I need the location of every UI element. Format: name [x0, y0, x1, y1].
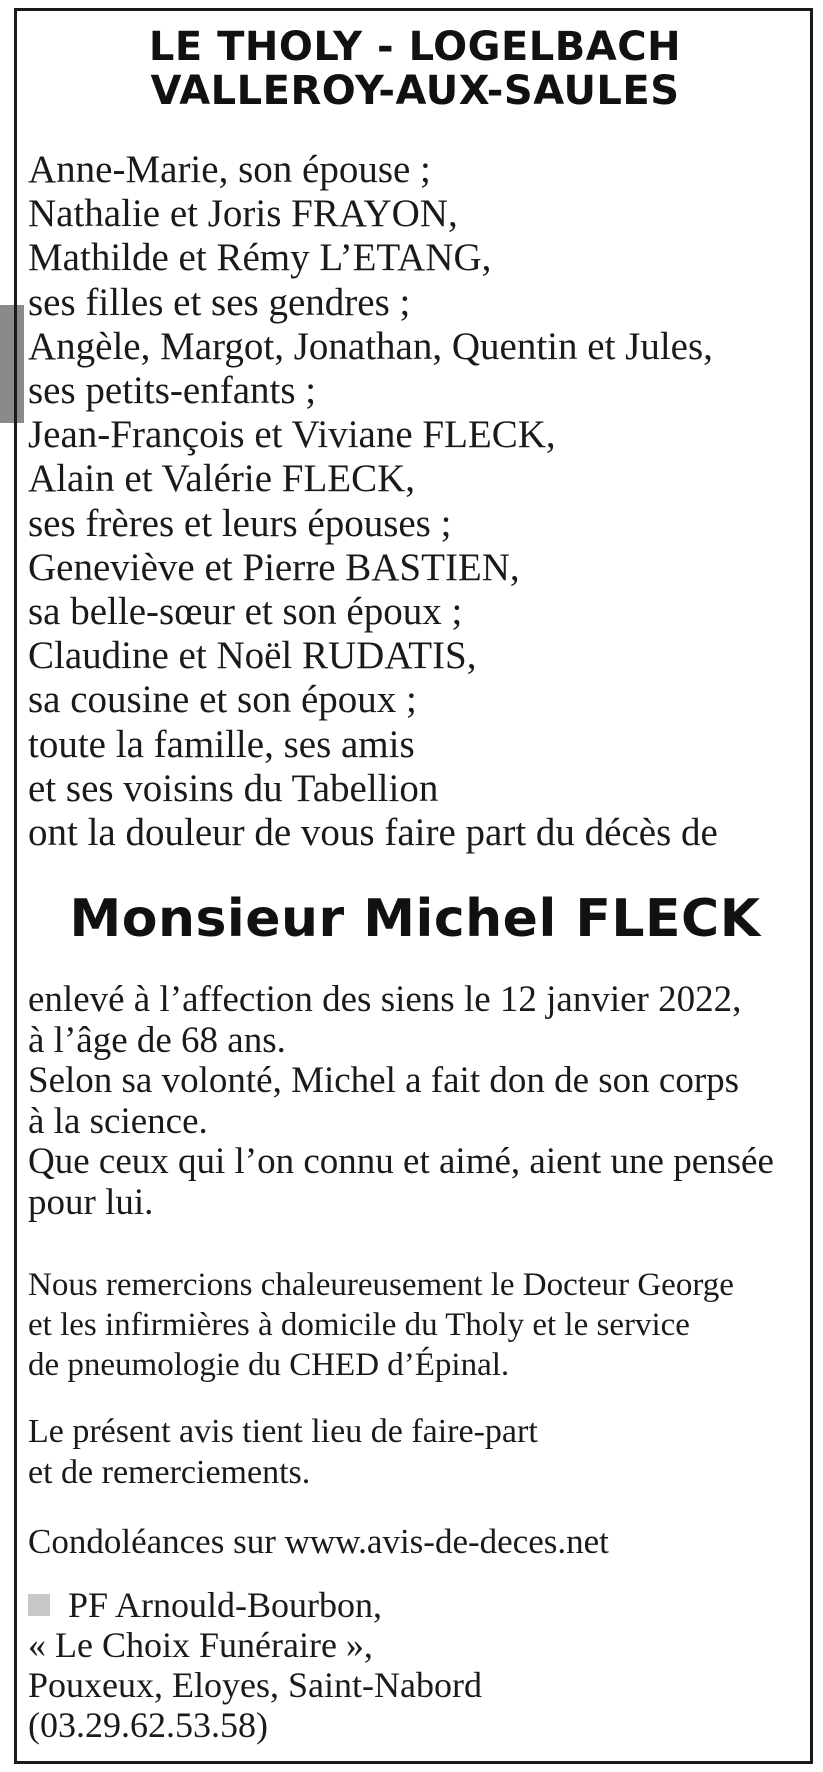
- notice-line: et de remerciements.: [28, 1454, 311, 1491]
- family-line: Alain et Valérie FLECK,: [28, 457, 416, 501]
- condolences-line: [28, 1521, 808, 1563]
- details-line: à la science.: [28, 1100, 208, 1142]
- details-line: Selon sa volonté, Michel a fait don de son corps: [28, 1060, 740, 1101]
- funeral-home-locations: Pouxeux, Eloyes, Saint-Nabord: [28, 1665, 482, 1705]
- family-line: sa belle-sœur et son époux ;: [28, 590, 463, 634]
- thanks-line: et les infirmières à domicile du Tholy et le service: [28, 1307, 690, 1343]
- bullet-square-icon: [28, 1594, 50, 1616]
- notice-line: Le présent avis tient lieu de faire-part: [28, 1413, 538, 1450]
- deceased-name: Monsieur Michel FLECK: [69, 889, 761, 949]
- family-line: ses frères et leurs épouses ;: [28, 501, 452, 545]
- funeral-home-phone: (03.29.62.53.58): [28, 1705, 268, 1745]
- family-line: Claudine et Noël RUDATIS,: [28, 634, 477, 678]
- death-details: [28, 980, 808, 1223]
- family-line: Anne-Marie, son épouse ;: [28, 148, 431, 191]
- thanks-line: de pneumologie du CHED d’Épinal.: [28, 1347, 510, 1383]
- details-line: Que ceux qui l’on connu et aimé, aient une pensée: [28, 1141, 774, 1182]
- family-line: Nathalie et Joris FRAYON,: [28, 192, 458, 236]
- family-line: Mathilde et Rémy L’ETANG,: [28, 236, 492, 280]
- funeral-home-brand: « Le Choix Funéraire »,: [28, 1625, 373, 1665]
- family-line: ont la douleur de vous faire part du décès de: [28, 811, 718, 855]
- family-announcement: [28, 148, 718, 855]
- family-line: sa cousine et son époux ;: [28, 678, 417, 722]
- details-line: enlevé à l’affection des siens le 12 janvier 2022,: [28, 979, 742, 1020]
- family-line: Jean-François et Viviane FLECK,: [28, 413, 556, 457]
- funeral-home-name: PF Arnould-Bourbon,: [68, 1585, 383, 1625]
- notice-paragraph: [28, 1411, 808, 1493]
- details-line: pour lui.: [28, 1181, 154, 1223]
- family-line: ses filles et ses gendres ;: [28, 280, 411, 324]
- funeral-home-info: [28, 1585, 808, 1745]
- family-line: Geneviève et Pierre BASTIEN,: [28, 545, 520, 589]
- header-locations-line-2: VALLEROY-AUX-SAULES: [150, 68, 680, 114]
- thanks-paragraph: [28, 1265, 808, 1385]
- thanks-line: Nous remercions chaleureusement le Docteur George: [28, 1267, 734, 1303]
- family-line: et ses voisins du Tabellion: [28, 766, 439, 810]
- details-line: à l’âge de 68 ans.: [28, 1019, 286, 1061]
- family-line: toute la famille, ses amis: [28, 722, 415, 766]
- family-line: Angèle, Margot, Jonathan, Quentin et Jules,: [28, 324, 713, 368]
- header-locations-line-1: LE THOLY - LOGELBACH: [148, 24, 682, 70]
- family-line: ses petits-enfants ;: [28, 369, 317, 413]
- condolences-text: Condoléances sur www.avis-de-deces.net: [28, 1522, 609, 1561]
